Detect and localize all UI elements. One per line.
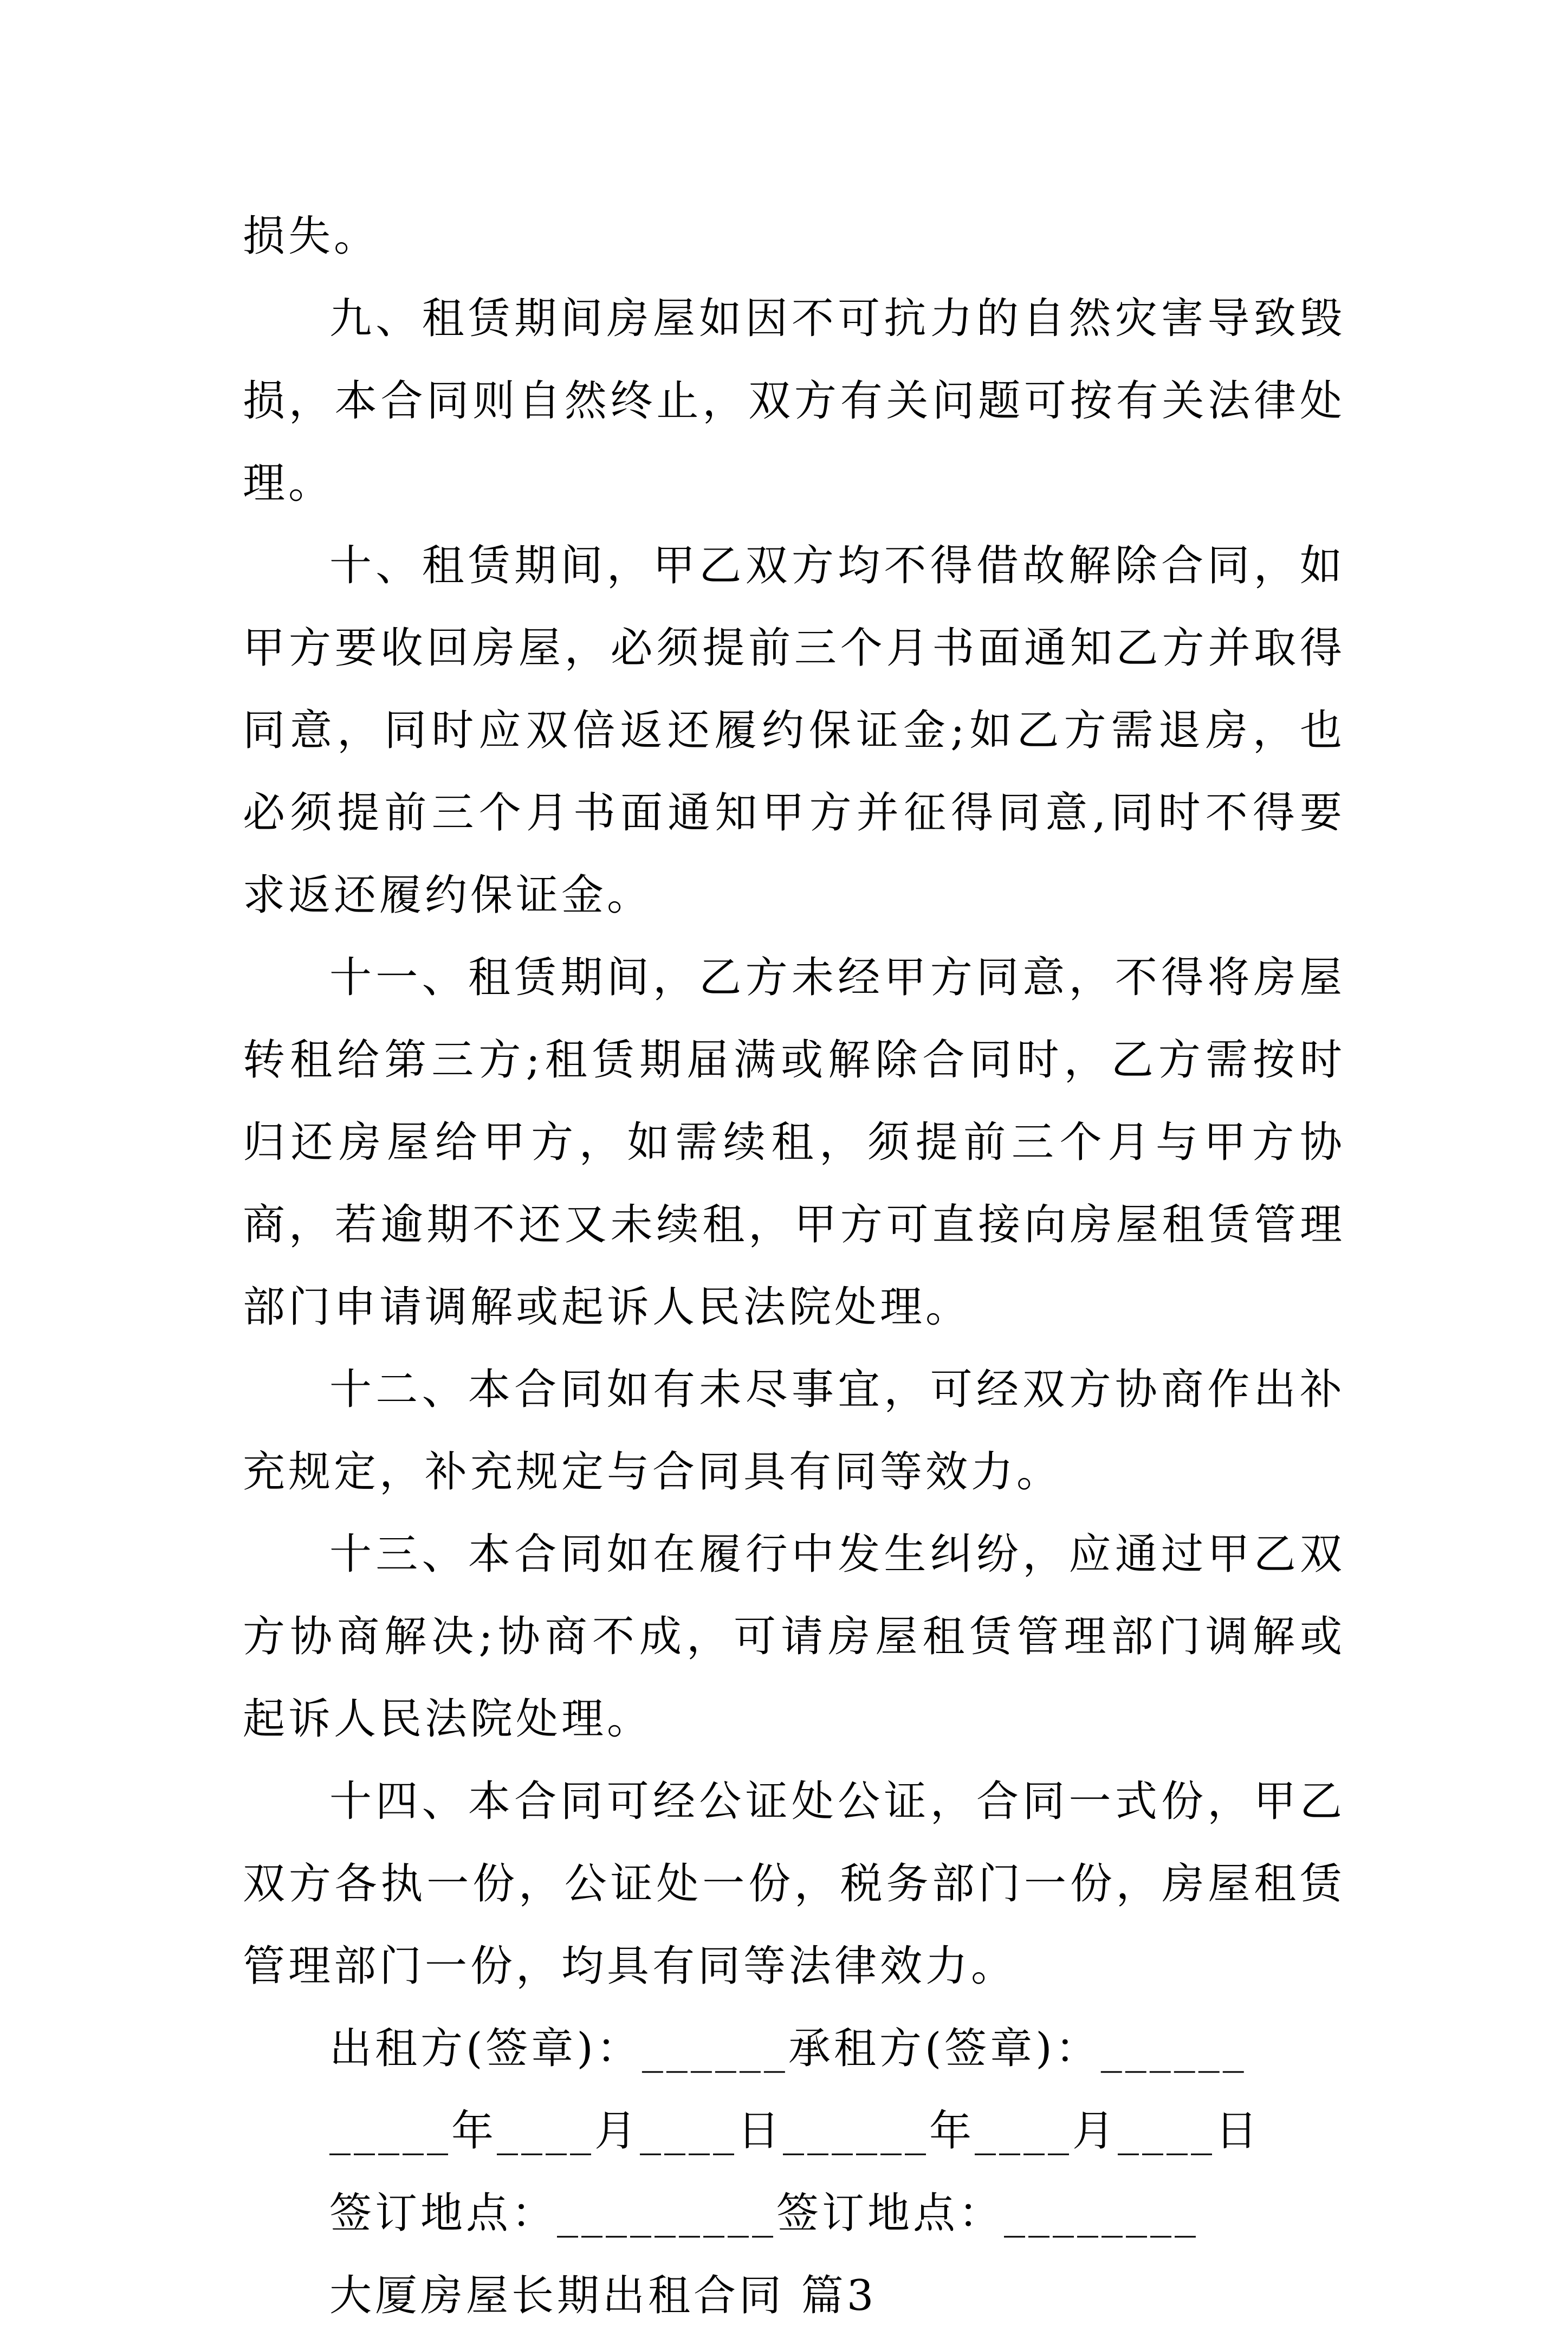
paragraph-loss-continuation: 损失。	[243, 212, 380, 261]
document-body	[243, 195, 1345, 2337]
clause-14: 十四、本合同可经公证处公证，合同一式份，甲乙双方各执一份，公证处一份，税务部门一份，房屋租赁管理部门一份，均具有同等法律效力。	[243, 1777, 1345, 1991]
date-line: _____年____月____日______年____月____日	[329, 2107, 1261, 2155]
signature-line: 出租方(签章)：______承租方(签章)：______	[329, 2024, 1247, 2073]
clause-11: 十一、租赁期间，乙方未经甲方同意，不得将房屋转租给第三方;租赁期届满或解除合同时，乙方需按时归还房屋给甲方，如需续租，须提前三个月与甲方协商，若逾期不还又未续租，甲方可直接向房屋租赁管理部门申请调解或起诉人民法院处理。	[243, 953, 1345, 1332]
clause-12: 十二、本合同如有未尽事宜，可经双方协商作出补充规定，补充规定与合同具有同等效力。	[243, 1365, 1345, 1496]
clause-10: 十、租赁期间，甲乙双方均不得借故解除合同，如甲方要收回房屋，必须提前三个月书面通知乙方并取得同意，同时应双倍返还履约保证金;如乙方需退房，也必须提前三个月书面通知甲方并征得同意,同时不得要求返还履约保证金。	[243, 541, 1345, 920]
signing-place-line: 签订地点：_________签订地点：________	[329, 2189, 1200, 2238]
clause-9: 九、租赁期间房屋如因不可抗力的自然灾害导致毁损，本合同则自然终止，双方有关问题可按有关法律处理。	[243, 294, 1345, 508]
clause-13: 十三、本合同如在履行中发生纠纷，应通过甲乙双方协商解决;协商不成，可请房屋租赁管理部门调解或起诉人民法院处理。	[243, 1530, 1345, 1744]
next-section-title: 大厦房屋长期出租合同 篇3	[329, 2271, 877, 2320]
